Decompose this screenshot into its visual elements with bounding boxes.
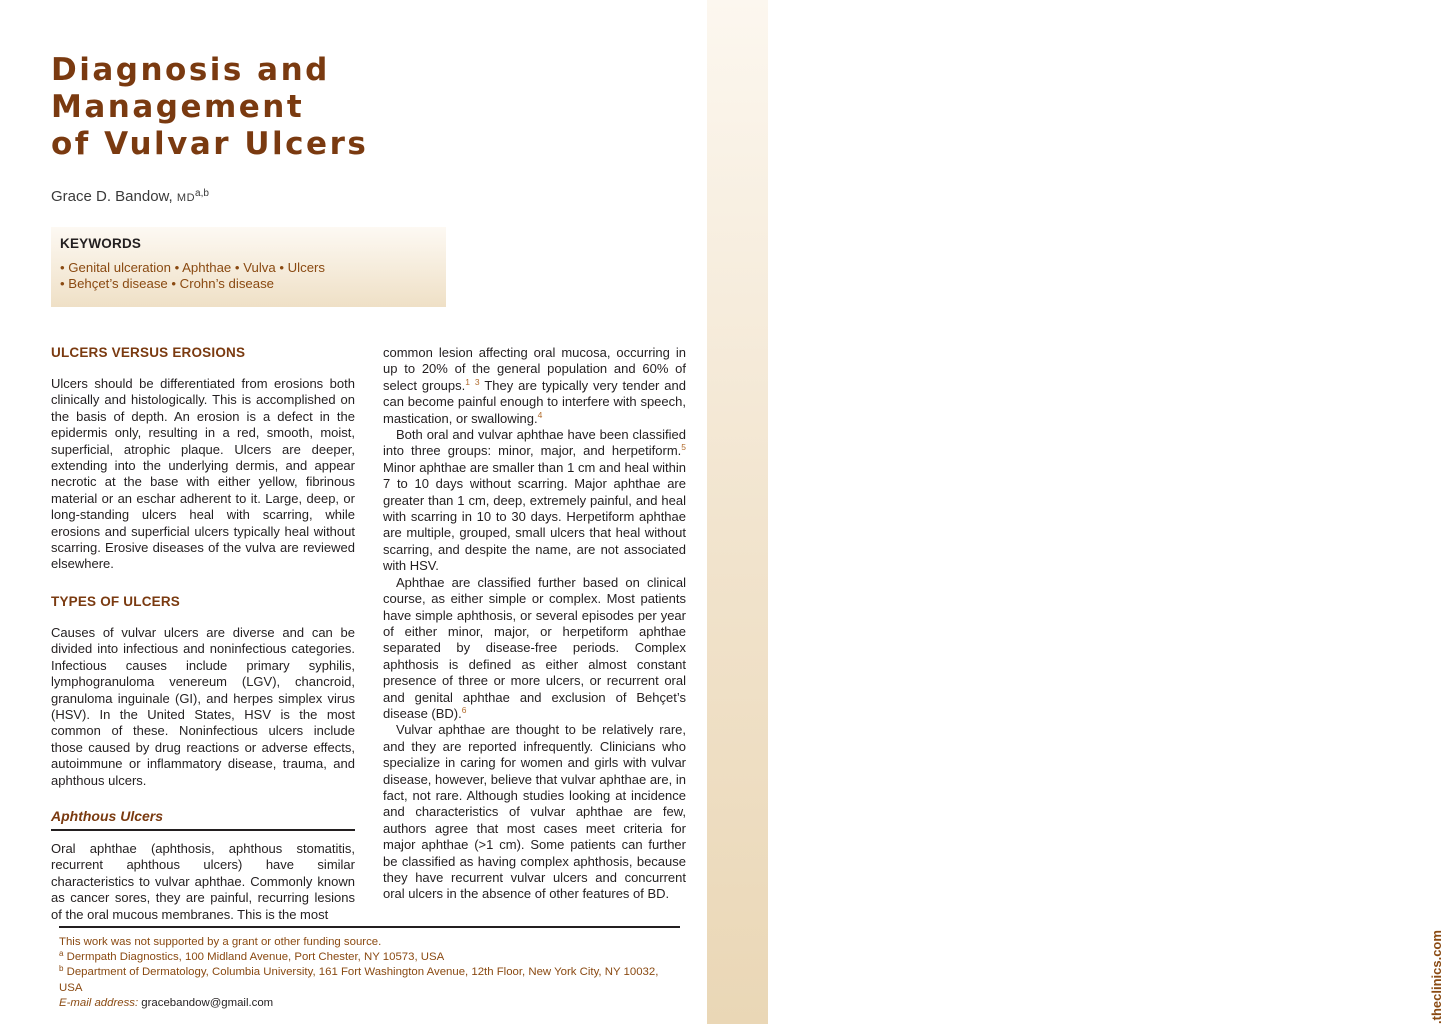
paragraph-right-2: Both oral and vulvar aphthae have been classified into three groups: minor, major, and herpetiform.$^5$ Minor aphthae are smaller than 1 cm and heal within 7 to 10 days without scarring. Major aphthae are greater than 1 cm, deep, extremely painful, and heal with scarring in 10 to 30 days. Herpetiform aphthae are multiple, grouped, small ulcers that heal without scarring, and despite the name, are not associated with HSV. [383,427,686,574]
paragraph-types-of-ulcers: Causes of vulvar ulcers are diverse and can be divided into infectious and noninfectious categories. Infectious causes include primary syphilis, lymphogranuloma venereum (LGV), chancroid, granuloma inguinale (GI), and herpes simplex virus (HSV). In the United States, HSV is the most common of these. Noninfectious ulcers include those caused by drug reactions or adverse effects, autoimmune or inflammatory disease, trauma, and aphthous ulcers. [51,624,355,788]
title-line-1: Diagnosis and [51,52,330,88]
footnote-affiliation-a: $^a$ Dermpath Diagnostics, 100 Midland Avenue, Port Chester, NY 10573, USA [59,949,445,964]
paragraph-ulcers-vs-erosions: Ulcers should be differentiated from erosions both clinically and histologically. This is accomplished on the basis of depth. An erosion is a defect in the epidermis only, resulting in a red, smooth, moist, superficial, atrophic plaque. Ulcers are deeper, extending into the underlying dermis, and appear necrotic at the base with either yellow, fibrinous material or an eschar adherent to it. Large, deep, or long-standing ulcers heal with scarring, while erosions and superficial ulcers typically heal without scarring. Erosive diseases of the vulva are reviewed elsewhere. [51,376,355,572]
title-line-3: of Vulvar Ulcers [51,126,369,162]
title-line-2: Management [51,89,305,125]
section-heading-types-of-ulcers: TYPES OF ULCERS [51,593,181,609]
author-name: Grace D. Bandow, [51,188,177,205]
keywords-line-1: • Genital ulceration • Aphthae • Vulva • Ulcers [60,260,326,275]
author-line [51,188,209,205]
citation-5[interactable]: 5 [681,442,686,453]
citation-4[interactable]: 4 [537,409,543,420]
sidebar-strip [707,0,1444,1024]
keywords-box [51,227,446,307]
keywords-line-2: • Behçet’s disease • Crohn’s disease [60,276,275,291]
footnote-funding: This work was not supported by a grant or other funding source. [59,936,382,948]
paragraph-right-4: Vulvar aphthae are thought to be relatively rare, and they are reported infrequently. Clinicians who specialize in caring for women and girls with vulvar disease, however, believe that vulvar aphthae are, in fact, not rare. Although studies looking at incidence and characteristics of vulvar aphthae are few, authors agree that most cases meet criteria for major aphthae (>1 cm). Some patients can further be classified as having complex aphthosis, because they have recurrent vulvar ulcers and concurrent oral ulcers in the absence of other features of BD. [383,722,686,902]
author-credential: MD [176,192,196,204]
article-title [51,52,368,163]
paragraph-right-3: Aphthae are classified further based on clinical course, as either simple or complex. Most patients have simple aphthosis, or several episodes per year of either minor, major, or herpetiform aphthae separated by disease-free periods. Complex aphthosis is defined as either almost constant presence of three or more ulcers, or recurrent oral and genital aphthae and exclusion of Behçet’s disease (BD).$^6$ [383,574,686,721]
citation-1[interactable]: 1 [465,376,470,387]
citation-6[interactable]: 6 [461,704,467,715]
email-label: E-mail address: [59,996,139,1009]
footnote-affiliation-b: $^b$ Department of Dermatology, Columbia University, 161 Fort Washington Avenue, 12th Floor, New York City, NY 10032, USA [59,964,659,994]
footnote-email [59,996,680,1011]
paragraph-aphthous-ulcers: Oral aphthae (aphthosis, aphthous stomatitis, recurrent aphthous ulcers) have similar characteristics to vulvar aphthae. Commonly known as cancer sores, they are painful, recurring lesions of the oral mucous membranes. This is the most [51,840,355,922]
email-address[interactable]: gracebandow@gmail.com [138,996,274,1009]
author-affiliation-marks: a,b [195,188,209,199]
journal-url[interactable]: .theclinics.com [1429,930,1444,1024]
subsection-heading-aphthous-ulcers: Aphthous Ulcers [51,807,355,831]
section-heading-ulcers-vs-erosions: ULCERS VERSUS EROSIONS [51,345,246,360]
keywords-heading: KEYWORDS [60,236,142,251]
citation-3[interactable]: 3 [474,376,480,387]
paragraph-right-1: common lesion affecting oral mucosa, occurring in up to 20% of the general population and 60% of select groups.$^1$ $^3$ They are typically very tender and can become painful enough to interfere with speech, mastication, or swallowing.$^4$ [383,345,686,426]
right-column [383,345,686,903]
left-column [51,344,355,923]
footnotes [59,926,680,1011]
